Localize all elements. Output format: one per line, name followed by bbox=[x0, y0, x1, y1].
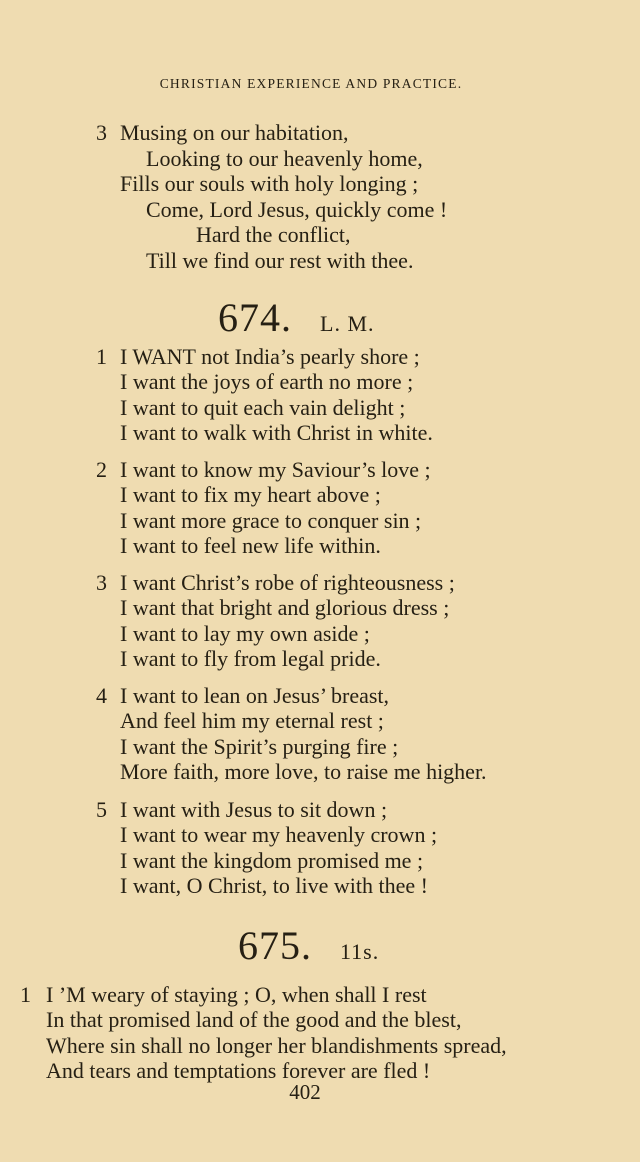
verse-line: I want to lean on Jesus’ breast, bbox=[120, 683, 390, 708]
verse-line: I want the Spirit’s purging fire ; bbox=[120, 734, 399, 759]
hymn-674-heading bbox=[218, 296, 375, 340]
page-number: 402 bbox=[289, 1080, 321, 1104]
verse-line: I want to know my Saviour’s love ; bbox=[120, 457, 431, 482]
verse-line: And tears and temptations forever are fled ! bbox=[46, 1058, 431, 1083]
verse-line: I ’M weary of staying ; O, when shall I rest bbox=[46, 982, 427, 1007]
hymn-number: 674. bbox=[218, 295, 292, 340]
verse-line: Where sin shall no longer her blandishments spread, bbox=[46, 1033, 507, 1058]
hymn-number: 675. bbox=[238, 923, 312, 968]
hymn-675-heading bbox=[238, 924, 379, 968]
verse-number: 5 bbox=[96, 797, 107, 822]
verse-line: In that promised land of the good and the blest, bbox=[46, 1007, 462, 1032]
verse-number: 4 bbox=[96, 683, 107, 708]
verse-line: I want to feel new life within. bbox=[120, 533, 381, 558]
hymn-meter: L. M. bbox=[320, 311, 375, 336]
verse-line: I want the joys of earth no more ; bbox=[120, 369, 414, 394]
verse-line: I want Christ’s robe of righteousness ; bbox=[120, 570, 455, 595]
verse-line: Fills our souls with holy longing ; bbox=[120, 171, 419, 196]
verse-line: Come, Lord Jesus, quickly come ! bbox=[146, 197, 448, 222]
hymn-meter: 11s. bbox=[340, 939, 380, 964]
verse-line: More faith, more love, to raise me higher. bbox=[120, 759, 487, 784]
verse-number: 3 bbox=[96, 570, 107, 595]
verse-line: Hard the conflict, bbox=[196, 222, 351, 247]
verse-line: I want more grace to conquer sin ; bbox=[120, 508, 422, 533]
running-header: CHRISTIAN EXPERIENCE AND PRACTICE. bbox=[159, 76, 463, 91]
verse-line: I want to quit each vain delight ; bbox=[120, 395, 406, 420]
verse-line: I want to fly from legal pride. bbox=[120, 646, 381, 671]
verse-line: I want to walk with Christ in white. bbox=[120, 420, 433, 445]
verse-line: I want the kingdom promised me ; bbox=[120, 848, 424, 873]
verse-line: Musing on our habitation, bbox=[120, 120, 349, 145]
verse-number: 2 bbox=[96, 457, 107, 482]
verse-line: I want, O Christ, to live with thee ! bbox=[120, 873, 428, 898]
verse-number: 3 bbox=[96, 120, 107, 145]
verse-number: 1 bbox=[20, 982, 31, 1007]
verse-line: I WANT not India’s pearly shore ; bbox=[120, 344, 420, 369]
verse-line: And feel him my eternal rest ; bbox=[120, 708, 384, 733]
verse-line: I want to lay my own aside ; bbox=[120, 621, 370, 646]
verse-line: Looking to our heavenly home, bbox=[146, 146, 423, 171]
verse-line: I want that bright and glorious dress ; bbox=[120, 595, 450, 620]
verse-line: I want with Jesus to sit down ; bbox=[120, 797, 388, 822]
verse-number: 1 bbox=[96, 344, 107, 369]
verse-line: Till we find our rest with thee. bbox=[146, 248, 414, 273]
verse-line: I want to wear my heavenly crown ; bbox=[120, 822, 438, 847]
verse-line: I want to fix my heart above ; bbox=[120, 482, 381, 507]
